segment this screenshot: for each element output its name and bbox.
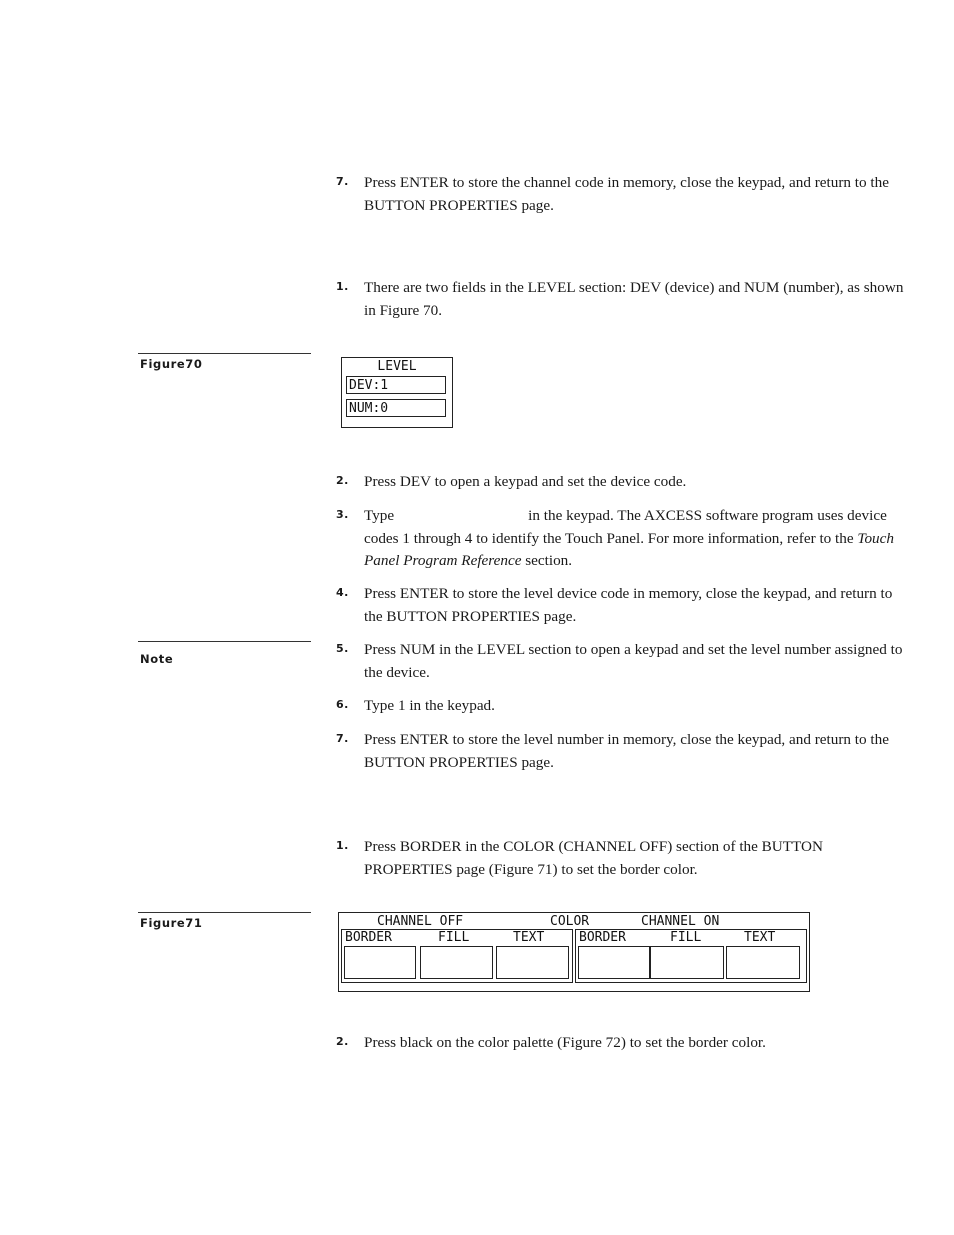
text-label: TEXT — [513, 930, 545, 945]
note-label: Note — [140, 652, 174, 666]
text-swatch[interactable] — [496, 946, 569, 979]
step-text-part: section. — [525, 552, 573, 569]
border-cell[interactable] — [342, 930, 418, 980]
text-label: TEXT — [744, 930, 776, 945]
text-swatch[interactable] — [726, 946, 800, 979]
sidebar-rule — [138, 641, 311, 642]
text-cell[interactable] — [724, 930, 804, 980]
step-text: Press ENTER to store the level device code in memory, close the keypad, and return to the BUTTON PROPERTIES page. — [364, 585, 893, 625]
step-text: Press BORDER in the COLOR (CHANNEL OFF) section of the BUTTON PROPERTIES page (Figure 71) to set the border color. — [364, 838, 823, 878]
border-cell[interactable] — [576, 930, 652, 980]
fill-label: FILL — [670, 930, 702, 945]
step-text: Press NUM in the LEVEL section to open a keypad and set the level number assigned to the device. — [364, 641, 903, 681]
figure-70-level-panel — [341, 357, 453, 428]
step-text: Type 1 in the keypad. — [364, 697, 495, 714]
border-swatch[interactable] — [344, 946, 416, 979]
fill-cell[interactable] — [648, 930, 724, 980]
step-number: 7. — [336, 732, 349, 745]
step-text: Press black on the color palette (Figure 72) to set the border color. — [364, 1034, 766, 1051]
figure-71-color-panel — [338, 912, 810, 992]
dev-field[interactable]: DEV:1 — [346, 376, 446, 394]
text-cell[interactable] — [494, 930, 570, 980]
color-header: COLOR — [550, 914, 590, 929]
fill-label: FILL — [438, 930, 470, 945]
step-number: 1. — [336, 839, 349, 852]
border-label: BORDER — [345, 930, 392, 945]
figure-70-label: Figure70 — [140, 357, 203, 371]
reference-title: Touch Panel Program Reference — [364, 529, 894, 569]
channel-on-group — [575, 929, 807, 983]
step-text: Press DEV to open a keypad and set the device code. — [364, 473, 687, 490]
step-text: Press ENTER to store the channel code in memory, close the keypad, and return to the BUTTON PROPERTIES page. — [364, 174, 889, 214]
step-number: 7. — [336, 175, 349, 188]
step-text-part: in the keypad. The AXCESS software program uses device codes 1 through 4 to identify the Touch Panel. For more information, refer to the — [364, 507, 887, 547]
fill-swatch[interactable] — [650, 946, 724, 979]
channel-on-header: CHANNEL ON — [641, 914, 720, 929]
step-number: 6. — [336, 698, 349, 711]
sidebar-rule — [138, 353, 311, 354]
step-number: 1. — [336, 280, 349, 293]
step-text: There are two fields in the LEVEL section: DEV (device) and NUM (number), as shown in Figure 70. — [364, 279, 904, 319]
step-number: 2. — [336, 474, 349, 487]
channel-off-header: CHANNEL OFF — [377, 914, 464, 929]
num-field[interactable]: NUM:0 — [346, 399, 446, 417]
border-label: BORDER — [579, 930, 626, 945]
channel-off-group — [341, 929, 573, 983]
figure-71-label: Figure71 — [140, 916, 203, 930]
step-number: 2. — [336, 1035, 349, 1048]
step-number: 3. — [336, 508, 349, 521]
step-text — [364, 505, 904, 573]
step-number: 5. — [336, 642, 349, 655]
fill-cell[interactable] — [418, 930, 494, 980]
step-text-part: Type — [364, 507, 395, 524]
step-text: Press ENTER to store the level number in memory, close the keypad, and return to the BUTTON PROPERTIES page. — [364, 731, 889, 771]
border-swatch[interactable] — [578, 946, 650, 979]
level-title: LEVEL — [377, 359, 417, 374]
fill-swatch[interactable] — [420, 946, 493, 979]
step-number: 4. — [336, 586, 349, 599]
sidebar-rule — [138, 912, 311, 913]
